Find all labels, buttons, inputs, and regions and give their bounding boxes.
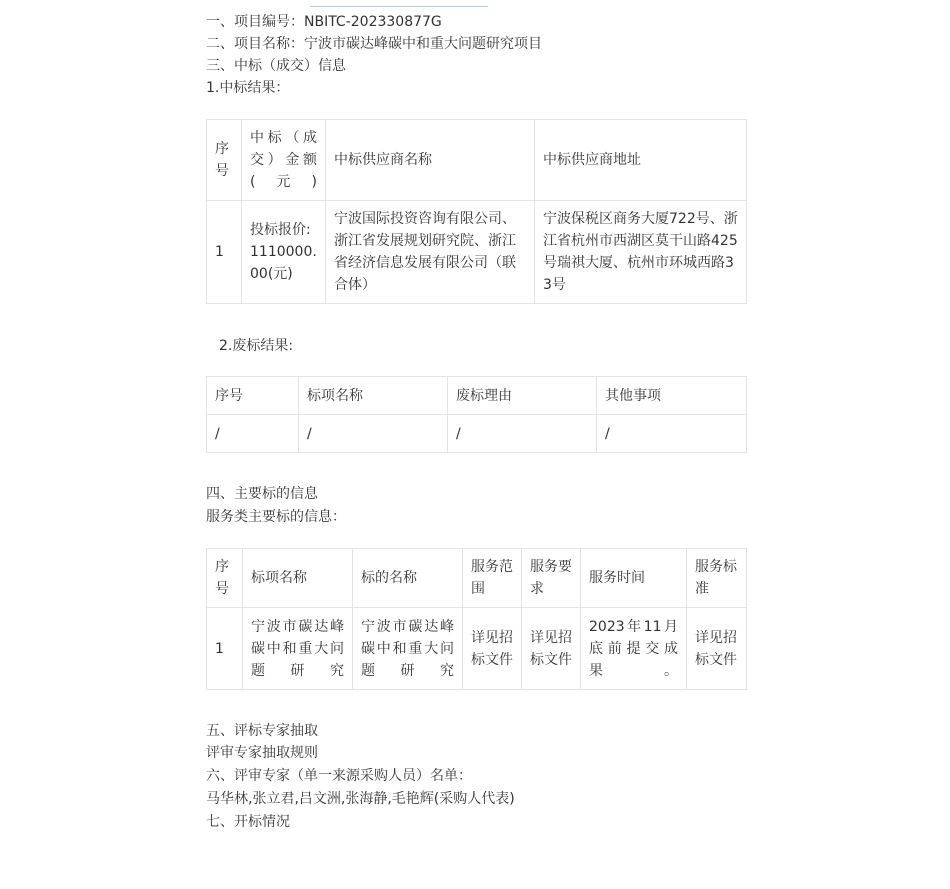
table-cell: / <box>597 415 747 453</box>
table-cell: 详见招标文件 <box>463 608 522 690</box>
table-cell: 宁波国际投资咨询有限公司、浙江省发展规划研究院、浙江省经济信息发展有限公司（联合体） <box>326 201 535 304</box>
table-header-row <box>207 377 747 415</box>
project-name: 二、项目名称：宁波市碳达峰碳中和重大问题研究项目 <box>206 36 542 52</box>
section-3-title: 三、中标（成交）信息 <box>206 58 346 74</box>
failed-bid-label: 2.废标结果: <box>219 338 294 354</box>
table-cell: / <box>299 415 448 453</box>
header-cell: 标的名称 <box>353 549 463 608</box>
section-4-title: 四、主要标的信息 <box>206 486 318 502</box>
header-cell: 服务要求 <box>522 549 581 608</box>
header-cell: 标项名称 <box>299 377 448 415</box>
table-cell: 1 <box>207 201 242 304</box>
header-cell: 服务时间 <box>581 549 687 608</box>
table-cell: 宁波市碳达峰碳中和重大问题研究 <box>243 608 353 690</box>
failed-bid-table <box>206 376 747 453</box>
table-header-row <box>207 549 747 608</box>
header-cell: 序号 <box>207 549 243 608</box>
table-row <box>207 608 747 690</box>
header-cell: 标项名称 <box>243 549 353 608</box>
header-cell: 服务标准 <box>687 549 747 608</box>
table-cell: 详见招标文件 <box>687 608 747 690</box>
section-6-title: 六、评审专家（单一来源采购人员）名单： <box>206 768 472 784</box>
header-cell: 序号 <box>207 377 299 415</box>
section-7-title: 七、开标情况 <box>206 814 290 830</box>
header-cell: 中标供应商地址 <box>535 120 747 201</box>
header-cell: 废标理由 <box>448 377 597 415</box>
header-cell: 中标（成交）金额(元) <box>242 120 326 201</box>
table-cell: / <box>207 415 299 453</box>
table-row <box>207 415 747 453</box>
header-cell: 服务范围 <box>463 549 522 608</box>
project-number: 一、项目编号：NBITC-202330877G <box>206 14 442 30</box>
subject-info-table <box>206 548 747 690</box>
table-row <box>207 201 747 304</box>
table-cell: / <box>448 415 597 453</box>
table-header-row <box>207 120 747 201</box>
table-cell: 详见招标文件 <box>522 608 581 690</box>
table-cell: 宁波保税区商务大厦722号、浙江省杭州市西湖区莫干山路425号瑞祺大厦、杭州市环城西路33号 <box>535 201 747 304</box>
expert-list: 马华林,张立君,吕文洲,张海静,毛艳辉(采购人代表) <box>206 791 515 807</box>
header-cell: 中标供应商名称 <box>326 120 535 201</box>
award-result-label: 1.中标结果： <box>206 80 290 96</box>
award-result-table <box>206 119 747 304</box>
announcement-body <box>206 0 746 833</box>
header-cell: 其他事项 <box>597 377 747 415</box>
table-cell: 宁波市碳达峰碳中和重大问题研究 <box>353 608 463 690</box>
table-cell: 投标报价:1110000.00(元) <box>242 201 326 304</box>
expert-rules-label: 评审专家抽取规则 <box>206 745 318 761</box>
table-cell: 1 <box>207 608 243 690</box>
table-cell: 2023年11月底前提交成果。 <box>581 608 687 690</box>
header-cell: 序号 <box>207 120 242 201</box>
section-5-title: 五、评标专家抽取 <box>206 723 318 739</box>
service-subject-label: 服务类主要标的信息： <box>206 509 346 525</box>
